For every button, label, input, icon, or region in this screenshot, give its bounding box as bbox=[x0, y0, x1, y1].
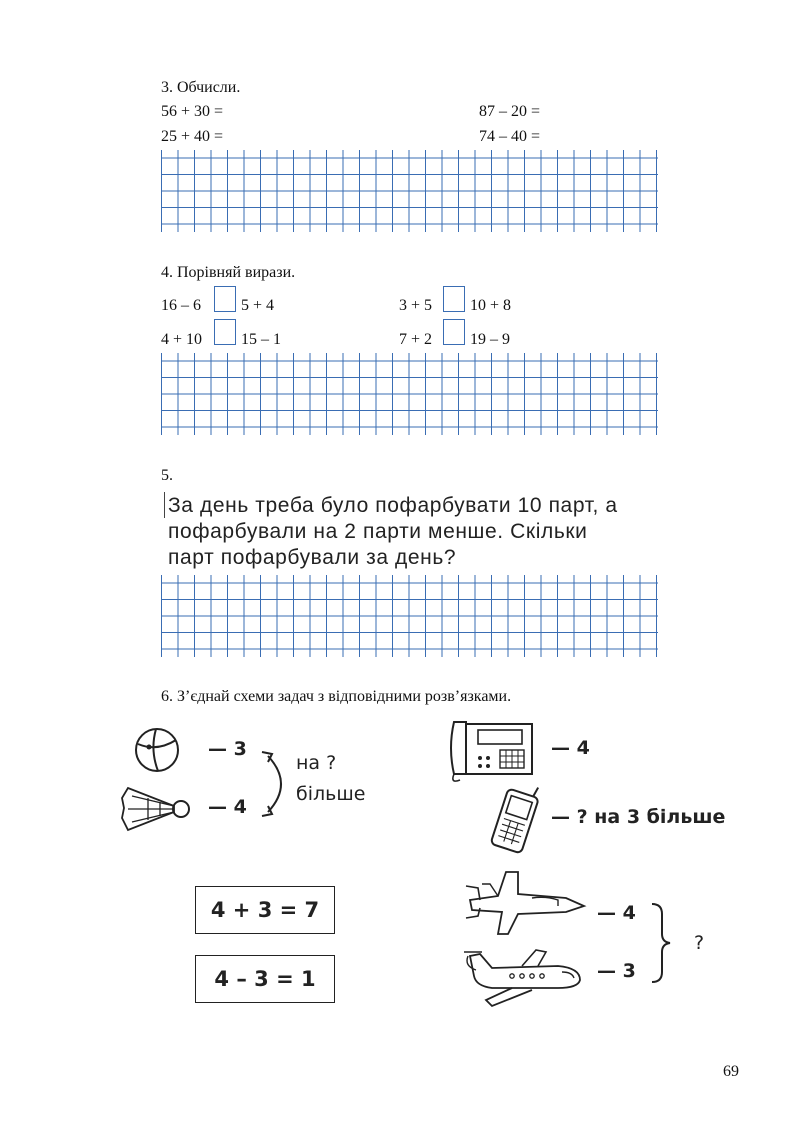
desk-phone-icon bbox=[446, 718, 538, 784]
task3-expr-2: 87 – 20 = bbox=[479, 103, 541, 120]
page-number: 69 bbox=[723, 1063, 739, 1080]
compare-text-line-2: більше bbox=[296, 783, 366, 805]
curved-arrow-icon bbox=[258, 750, 294, 820]
task4-row1-right: 5 + 4 bbox=[241, 297, 275, 314]
task4-row2-left: 3 + 5 bbox=[399, 297, 433, 314]
task3-expr-1: 56 + 30 = bbox=[161, 103, 224, 120]
ball-icon bbox=[132, 726, 182, 774]
task4-row4-right: 19 – 9 bbox=[470, 331, 510, 348]
desk-phone-value: — 4 bbox=[551, 737, 590, 759]
equation-card-1[interactable]: 4 + 3 = 7 bbox=[195, 886, 335, 934]
ball-value: — 3 bbox=[208, 738, 247, 760]
task5-text-line-2: пофарбували на 2 парти менше. Скільки bbox=[168, 520, 588, 543]
task3-expr-3: 25 + 40 = bbox=[161, 128, 224, 145]
shuttlecock-value: — 4 bbox=[208, 796, 247, 818]
jet-value: — 4 bbox=[597, 902, 636, 924]
shuttlecock-icon bbox=[118, 784, 194, 834]
task4-heading: 4. Порівняй вирази. bbox=[161, 264, 296, 281]
task4-answer-grid[interactable] bbox=[161, 353, 658, 435]
mobile-phone-value: — ? на 3 більше bbox=[551, 806, 726, 828]
plane-value: — 3 bbox=[597, 960, 636, 982]
task4-row3-left: 4 + 10 bbox=[161, 331, 203, 348]
task3-heading: 3. Обчисли. bbox=[161, 79, 241, 96]
task6-heading: 6. З’єднай схеми задач з відповідними розв’язками. bbox=[161, 688, 512, 705]
task4-compare-box-2[interactable] bbox=[443, 286, 465, 312]
task5-answer-grid[interactable] bbox=[161, 575, 658, 657]
task5-text-line-1: За день треба було пофарбувати 10 парт, а bbox=[168, 494, 618, 517]
task4-row4-left: 7 + 2 bbox=[399, 331, 433, 348]
text-cursor-mark bbox=[164, 492, 165, 518]
equation-card-2[interactable]: 4 – 3 = 1 bbox=[195, 955, 335, 1003]
compare-text-line-1: на ? bbox=[296, 752, 337, 774]
task4-compare-box-1[interactable] bbox=[214, 286, 236, 312]
curly-brace-icon bbox=[650, 902, 672, 984]
total-question-mark: ? bbox=[694, 932, 705, 954]
task4-compare-box-3[interactable] bbox=[214, 319, 236, 345]
mobile-phone-icon bbox=[485, 786, 545, 854]
task4-row2-right: 10 + 8 bbox=[470, 297, 512, 314]
task4-row1-left: 16 – 6 bbox=[161, 297, 201, 314]
task5-heading: 5. bbox=[161, 467, 173, 484]
passenger-plane-icon bbox=[462, 942, 586, 1008]
task4-row3-right: 15 – 1 bbox=[241, 331, 281, 348]
task4-compare-box-4[interactable] bbox=[443, 319, 465, 345]
task3-answer-grid[interactable] bbox=[161, 150, 658, 232]
fighter-jet-icon bbox=[462, 866, 586, 938]
task5-text-line-3: парт пофарбували за день? bbox=[168, 546, 457, 569]
task3-expr-4: 74 – 40 = bbox=[479, 128, 541, 145]
